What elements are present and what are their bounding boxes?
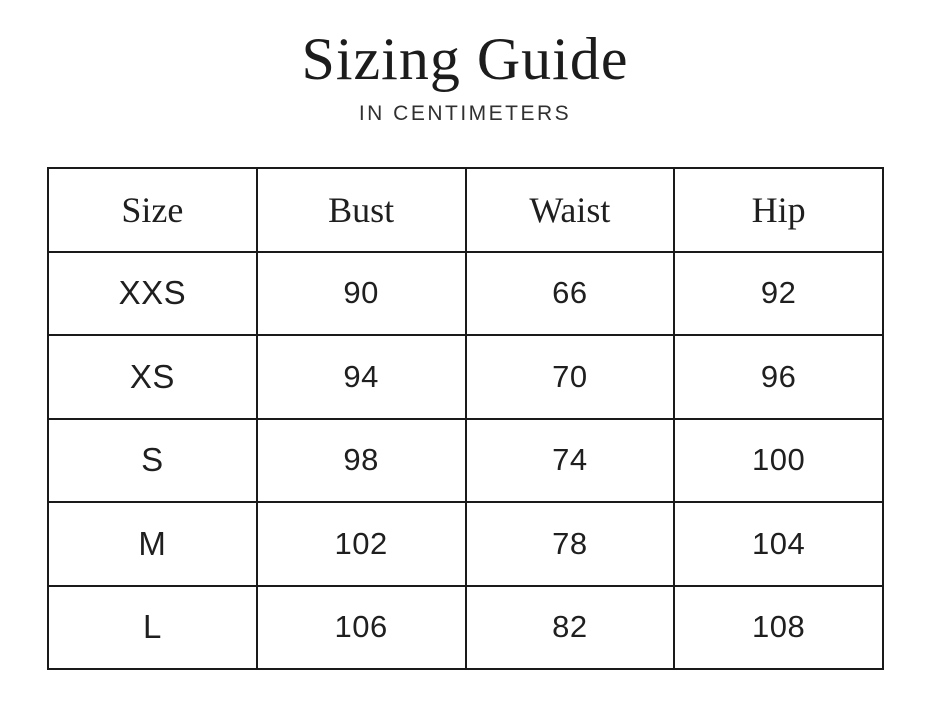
cell-bust: 90 xyxy=(257,252,466,336)
cell-hip: 100 xyxy=(674,419,883,503)
cell-size: XS xyxy=(48,335,257,419)
cell-bust: 98 xyxy=(257,419,466,503)
page-subtitle: IN CENTIMETERS xyxy=(358,102,572,125)
header-row xyxy=(48,168,883,252)
table-row xyxy=(48,335,883,419)
cell-size: L xyxy=(48,586,257,670)
cell-hip: 92 xyxy=(674,252,883,336)
header-cell-waist: Waist xyxy=(466,168,675,252)
cell-waist: 82 xyxy=(466,586,675,670)
cell-hip: 96 xyxy=(674,335,883,419)
cell-size: XXS xyxy=(48,252,257,336)
table-row xyxy=(48,252,883,336)
table-row xyxy=(48,502,883,586)
cell-waist: 70 xyxy=(466,335,675,419)
header-cell-bust: Bust xyxy=(257,168,466,252)
cell-hip: 104 xyxy=(674,502,883,586)
cell-waist: 78 xyxy=(466,502,675,586)
cell-bust: 106 xyxy=(257,586,466,670)
cell-waist: 74 xyxy=(466,419,675,503)
sizing-table-header xyxy=(48,168,883,252)
cell-size: S xyxy=(48,419,257,503)
page-title: Sizing Guide xyxy=(301,26,629,92)
sizing-table xyxy=(47,167,884,670)
cell-bust: 94 xyxy=(257,335,466,419)
cell-hip: 108 xyxy=(674,586,883,670)
cell-size: M xyxy=(48,502,257,586)
heading-block xyxy=(0,0,930,126)
sizing-table-body xyxy=(48,252,883,670)
header-cell-size: Size xyxy=(48,168,257,252)
table-row xyxy=(48,419,883,503)
cell-bust: 102 xyxy=(257,502,466,586)
table-row xyxy=(48,586,883,670)
header-cell-hip: Hip xyxy=(674,168,883,252)
cell-waist: 66 xyxy=(466,252,675,336)
